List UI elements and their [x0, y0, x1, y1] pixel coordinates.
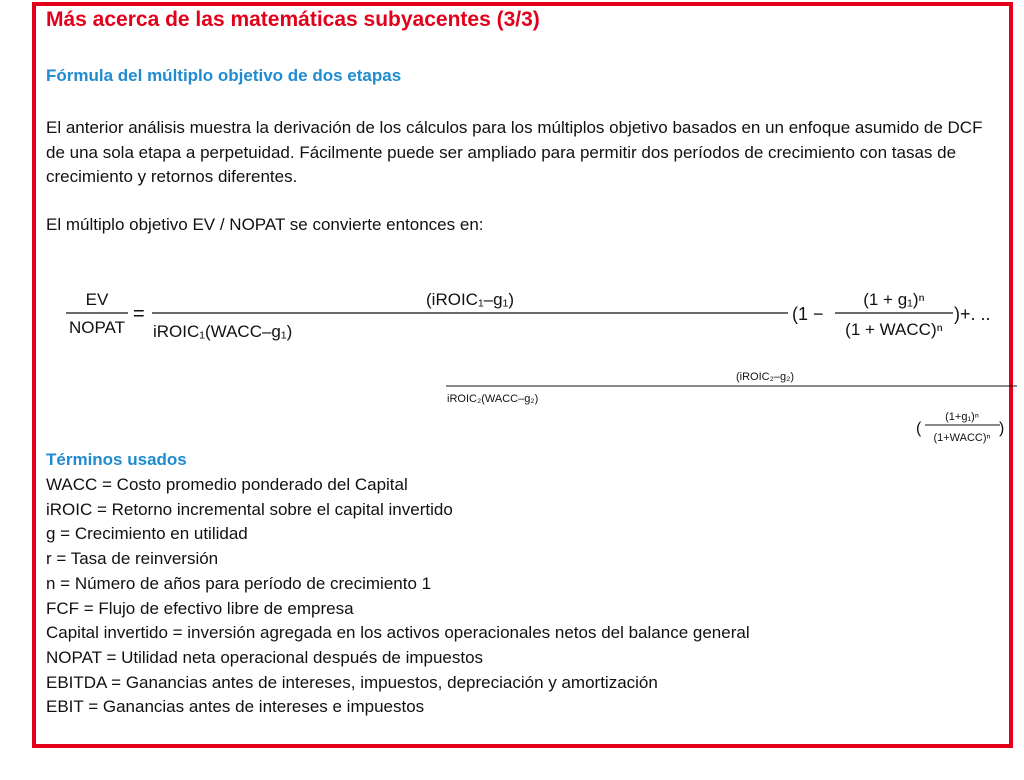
section-heading-formula: Fórmula del múltiplo objetivo de dos etapas: [46, 66, 402, 85]
terms-list: [46, 473, 750, 720]
term-item: g = Crecimiento en utilidad: [46, 524, 248, 544]
term-item: WACC = Costo promedio ponderado del Capital: [46, 475, 408, 494]
small-growth-denominator: (1+WACC)ⁿ: [933, 432, 991, 444]
term-item: n = Número de años para período de crecimiento 1: [46, 573, 432, 593]
growth-denominator: (1 + WACC)ⁿ: [845, 320, 943, 339]
term2-denominator: iROIC₂(WACC–g₂): [447, 393, 539, 405]
small-paren-open: (: [916, 420, 922, 437]
term-item: NOPAT = Utilidad neta operacional después de impuestos: [46, 647, 484, 667]
term1-numerator: (iROIC₁–g₁): [426, 290, 514, 309]
term-item: EBIT = Ganancias antes de intereses e impuestos: [46, 697, 425, 717]
term1-denominator: iROIC₁(WACC–g₁): [153, 322, 293, 341]
formula-intro-text: El múltiplo objetivo EV / NOPAT se convierte entonces en:: [46, 215, 484, 234]
term-item: iROIC = Retorno incremental sobre el capital invertido: [46, 499, 453, 519]
term2-numerator: (iROIC₂–g₂): [735, 371, 795, 383]
formula-equals: =: [133, 303, 145, 325]
section-heading-terms: Términos usados: [46, 450, 187, 469]
paren-close-plus: )+. ..: [954, 304, 991, 324]
small-paren-close: ): [999, 420, 1005, 437]
term-item: Capital invertido = inversión agregada en los activos operacionales netos del balance general: [46, 623, 750, 643]
small-growth-numerator: (1+g₁)ⁿ: [945, 411, 979, 423]
intro-paragraph: El anterior análisis muestra la derivación de los cálculos para los múltiplos objetivo basados en un enfoque asumido de DCF de una sola etapa a perpetuidad. Fácilmente puede ser ampliado para permitir dos períodos de crecimiento con tasas de crecimiento y retornos diferentes.: [46, 118, 983, 186]
paren-open: (1 −: [792, 304, 824, 324]
term-item: FCF = Flujo de efectivo libre de empresa: [46, 598, 354, 618]
page-title: Más acerca de las matemáticas subyacentes (3/3): [46, 8, 540, 31]
formula-lhs-numerator: EV: [85, 290, 109, 309]
formula-lhs-denominator: NOPAT: [68, 318, 126, 337]
term-item: EBITDA = Ganancias antes de intereses, impuestos, depreciación y amortización: [46, 672, 658, 692]
term-item: r = Tasa de reinversión: [46, 549, 219, 569]
growth-numerator: (1 + g₁)ⁿ: [863, 290, 925, 309]
